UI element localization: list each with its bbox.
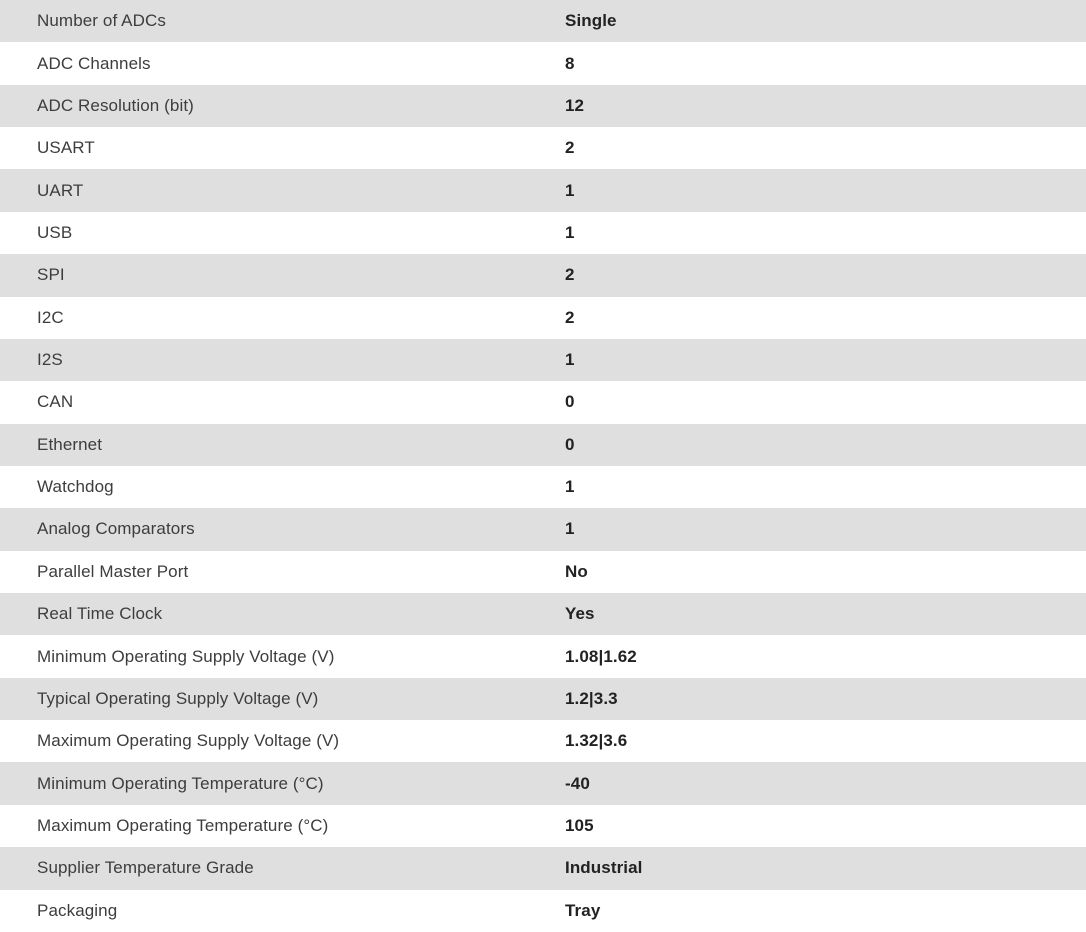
spec-value: 2 xyxy=(565,307,575,327)
spec-label: Minimum Operating Temperature (°C) xyxy=(37,773,324,793)
spec-label: Ethernet xyxy=(37,434,103,454)
table-row xyxy=(0,720,1086,762)
spec-label: USB xyxy=(37,222,73,242)
spec-value: 0 xyxy=(565,392,575,412)
table-row xyxy=(0,551,1086,593)
spec-value: 1 xyxy=(565,519,575,539)
spec-label: USART xyxy=(37,138,95,158)
spec-value: 8 xyxy=(565,53,575,73)
spec-value: Tray xyxy=(565,900,601,920)
spec-label: CAN xyxy=(37,392,74,412)
spec-value: 1 xyxy=(565,477,575,497)
spec-label: Minimum Operating Supply Voltage (V) xyxy=(37,646,335,666)
spec-value: Single xyxy=(565,11,617,31)
table-row xyxy=(0,297,1086,339)
table-row xyxy=(0,762,1086,804)
table-row xyxy=(0,381,1086,423)
spec-label: Maximum Operating Temperature (°C) xyxy=(37,816,329,835)
spec-value: 1.08|1.62 xyxy=(565,646,637,666)
spec-label: Real Time Clock xyxy=(37,604,163,624)
spec-value: 12 xyxy=(565,95,585,115)
spec-value: No xyxy=(565,561,588,581)
table-row xyxy=(0,466,1086,508)
table-row xyxy=(0,254,1086,296)
spec-value: 2 xyxy=(565,138,575,158)
spec-value: 0 xyxy=(565,434,575,454)
table-row xyxy=(0,42,1086,84)
spec-label: I2C xyxy=(37,307,64,327)
spec-value: 1 xyxy=(565,180,575,200)
table-row xyxy=(0,678,1086,720)
spec-label: Typical Operating Supply Voltage (V) xyxy=(37,688,319,708)
spec-value: 1.32|3.6 xyxy=(565,731,628,751)
spec-value: 1 xyxy=(565,350,575,370)
spec-label: Number of ADCs xyxy=(37,11,166,31)
spec-label: Packaging xyxy=(37,900,118,920)
spec-value: -40 xyxy=(565,773,590,793)
spec-value: 105 xyxy=(565,816,594,835)
spec-value: 1.2|3.3 xyxy=(565,688,618,708)
spec-value: Yes xyxy=(565,604,595,624)
spec-label: Supplier Temperature Grade xyxy=(37,858,254,878)
table-row xyxy=(0,0,1086,42)
spec-label: ADC Resolution (bit) xyxy=(37,95,194,115)
table-row xyxy=(0,169,1086,211)
spec-label: SPI xyxy=(37,265,65,285)
spec-label: Analog Comparators xyxy=(37,519,195,539)
table-row xyxy=(0,85,1086,127)
table-row xyxy=(0,212,1086,254)
table-row xyxy=(0,805,1086,847)
spec-label: Maximum Operating Supply Voltage (V) xyxy=(37,731,340,751)
spec-label: I2S xyxy=(37,350,63,370)
table-row xyxy=(0,127,1086,169)
spec-label: ADC Channels xyxy=(37,53,151,73)
table-row xyxy=(0,424,1086,466)
spec-label: Watchdog xyxy=(37,477,114,497)
table-row xyxy=(0,339,1086,381)
table-row xyxy=(0,593,1086,635)
spec-label: Parallel Master Port xyxy=(37,561,189,581)
spec-value: Industrial xyxy=(565,858,643,878)
table-row xyxy=(0,508,1086,550)
table-row xyxy=(0,635,1086,677)
spec-value: 1 xyxy=(565,222,575,242)
spec-label: UART xyxy=(37,180,84,200)
table-row xyxy=(0,890,1086,932)
table-row xyxy=(0,847,1086,889)
spec-value: 2 xyxy=(565,265,575,285)
